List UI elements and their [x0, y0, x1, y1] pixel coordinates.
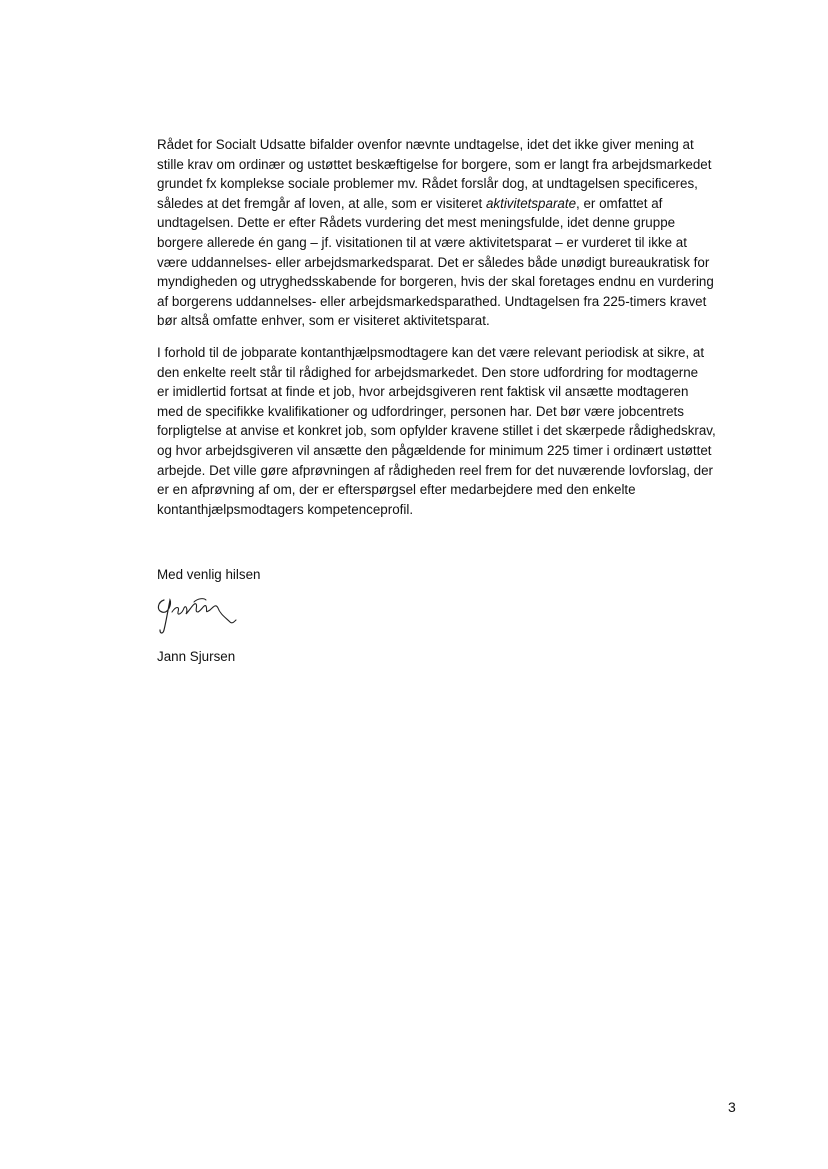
paragraph-line: af borgerens uddannelses- eller arbejdsmarkedsparathed. Undtagelsen fra 225-timers kravet	[157, 293, 707, 309]
paragraph-line: arbejde. Det ville gøre afprøvningen af rådigheden reel frem for det nuværende lovforslag, der	[157, 462, 714, 478]
paragraph-line: er imidlertid fortsat at finde et job, hvor arbejdsgiveren rent faktisk vil ansætte modtageren	[157, 384, 689, 400]
closing-salutation	[157, 565, 747, 585]
paragraph-line: undtagelsen. Dette er efter Rådets vurdering det mest meningsfulde, idet denne gruppe	[157, 215, 676, 231]
line-text: således at det fremgår af loven, at alle, som er visiteret	[157, 195, 486, 211]
closing-text: Med venlig hilsen	[157, 567, 261, 582]
paragraph-line: grundet fx komplekse sociale problemer mv. Rådet forslår dog, at undtagelsen specificeres,	[157, 176, 698, 192]
paragraph-2	[157, 343, 747, 519]
paragraph-line: stille krav om ordinær og ustøttet beskæftigelse for borgere, som er langt fra arbejdsmarkedet	[157, 156, 712, 172]
paragraph-line: og hvor arbejdsgiveren vil ansætte den pågældende for minimum 225 timer i ordinært ustøttet	[157, 442, 712, 458]
paragraph-line: borgere allerede én gang – jf. visitationen til at være aktivitetsparat – er vurderet til ikke at	[157, 234, 687, 250]
paragraph-line: kontanthjælpsmodtagers kompetenceprofil.	[157, 501, 414, 517]
line-text: , er omfattet af	[576, 195, 663, 211]
page-number: 3	[728, 1099, 736, 1115]
paragraph-line	[157, 194, 747, 214]
paragraph-line: med de specifikke kvalifikationer og udfordringer, personen har. Det bør være jobcentrets	[157, 403, 684, 419]
paragraph-line: forpligtelse at anvise et konkret job, som opfylder kravene stillet i det skærpede rådighedskrav,	[157, 423, 716, 439]
paragraph-line: I forhold til de jobparate kontanthjælpsmodtagere kan det være relevant periodisk at sikre, at	[157, 345, 705, 360]
paragraph-1	[157, 135, 747, 331]
italic-term: aktivitetsparate	[485, 195, 577, 211]
paragraph-line: den enkelte reelt står til rådighed for arbejdsmarkedet. Den store udfordring for modtagerne	[157, 364, 699, 380]
paragraph-line: bør altså omfatte enhver, som er visiteret aktivitetsparat.	[157, 313, 490, 329]
paragraph-line: være uddannelses- eller arbejdsmarkedsparat. Det er således både unødigt bureaukratisk for	[157, 254, 710, 270]
signer-name-block	[157, 647, 747, 667]
paragraph-line: Rådet for Socialt Udsatte bifalder ovenfor nævnte undtagelse, idet det ikke giver mening at	[157, 137, 694, 152]
paragraph-line: myndigheden og utryghedsskabende for borgeren, hvis der skal foretages endnu en vurdering	[157, 274, 714, 290]
signer-name: Jann Sjursen	[157, 649, 236, 664]
paragraph-line: er en afprøvning af om, der er efterspørgsel efter medarbejdere med den enkelte	[157, 482, 636, 498]
handwritten-signature	[150, 590, 250, 640]
